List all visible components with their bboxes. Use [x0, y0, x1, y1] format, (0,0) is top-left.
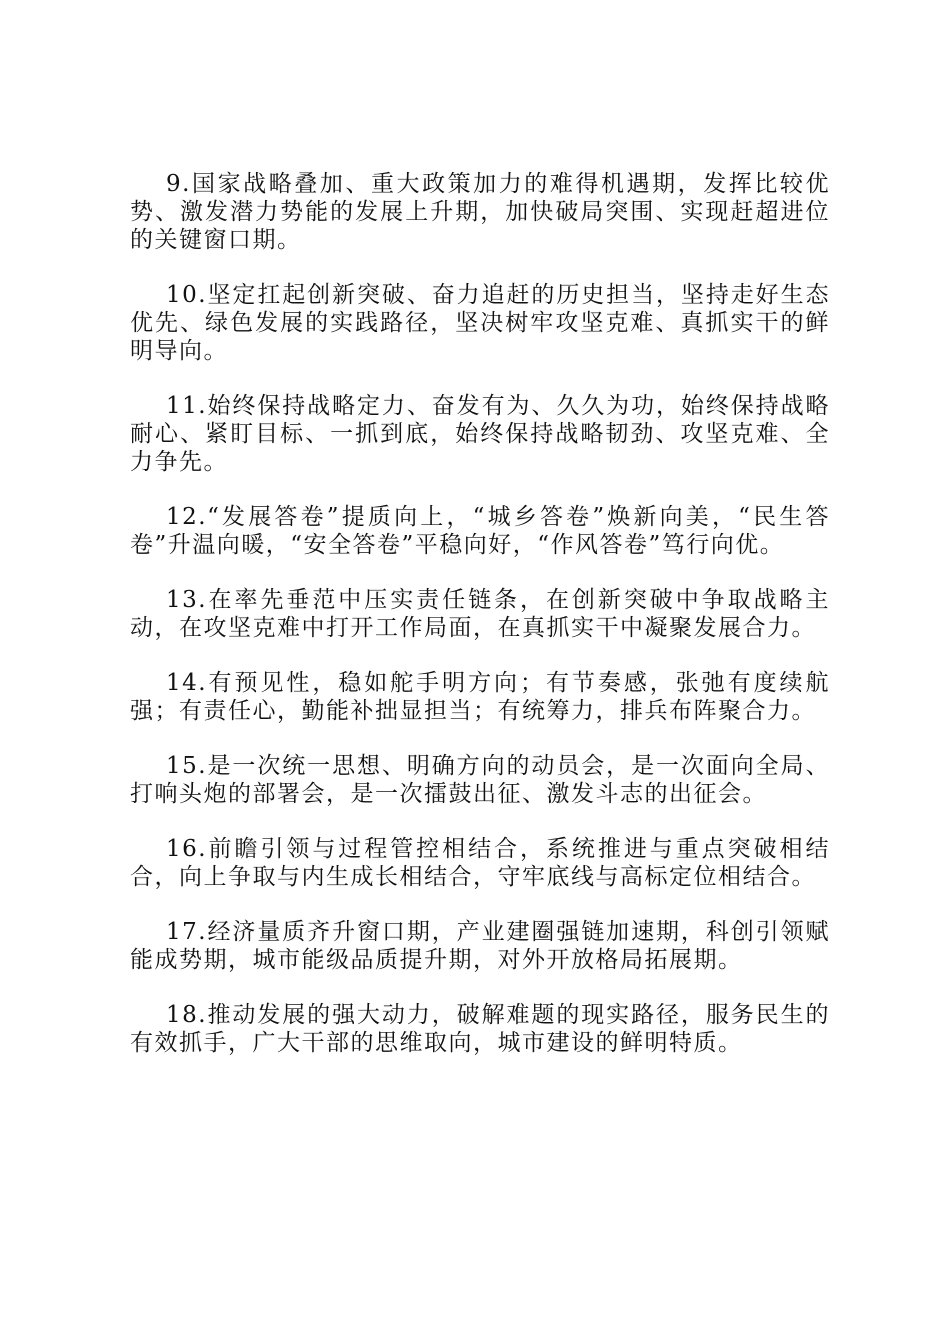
paragraph-10: 10.坚定扛起创新突破、奋力追赶的历史担当，坚持走好生态优先、绿色发展的实践路径，坚决树牢攻坚克难、真抓实干的鲜明导向。: [130, 282, 830, 364]
paragraph-11: 11.始终保持战略定力、奋发有为、久久为功，始终保持战略耐心、紧盯目标、一抓到底，始终保持战略韧劲、攻坚克难、全力争先。: [130, 393, 830, 475]
paragraph-17: 17.经济量质齐升窗口期，产业建圈强链加速期，科创引领赋能成势期，城市能级品质提升期，对外开放格局拓展期。: [130, 919, 830, 973]
paragraph-16: 16.前瞻引领与过程管控相结合，系统推进与重点突破相结合，向上争取与内生成长相结合，守牢底线与高标定位相结合。: [130, 836, 830, 890]
paragraph-9: 9.国家战略叠加、重大政策加力的难得机遇期，发挥比较优势、激发潜力势能的发展上升期，加快破局突围、实现赶超进位的关键窗口期。: [130, 171, 830, 253]
paragraph-13: 13.在率先垂范中压实责任链条，在创新突破中争取战略主动，在攻坚克难中打开工作局面，在真抓实干中凝聚发展合力。: [130, 587, 830, 641]
document-body: [130, 170, 830, 1084]
paragraph-12: 12.“发展答卷”提质向上，“城乡答卷”焕新向美，“民生答卷”升温向暖，“安全答卷”平稳向好，“作风答卷”笃行向优。: [130, 504, 830, 558]
paragraph-15: 15.是一次统一思想、明确方向的动员会，是一次面向全局、打响头炮的部署会，是一次擂鼓出征、激发斗志的出征会。: [130, 753, 830, 807]
paragraph-18: 18.推动发展的强大动力，破解难题的现实路径，服务民生的有效抓手，广大干部的思维取向，城市建设的鲜明特质。: [130, 1002, 830, 1056]
paragraph-14: 14.有预见性，稳如舵手明方向；有节奏感，张弛有度续航强；有责任心，勤能补拙显担当；有统筹力，排兵布阵聚合力。: [130, 670, 830, 724]
